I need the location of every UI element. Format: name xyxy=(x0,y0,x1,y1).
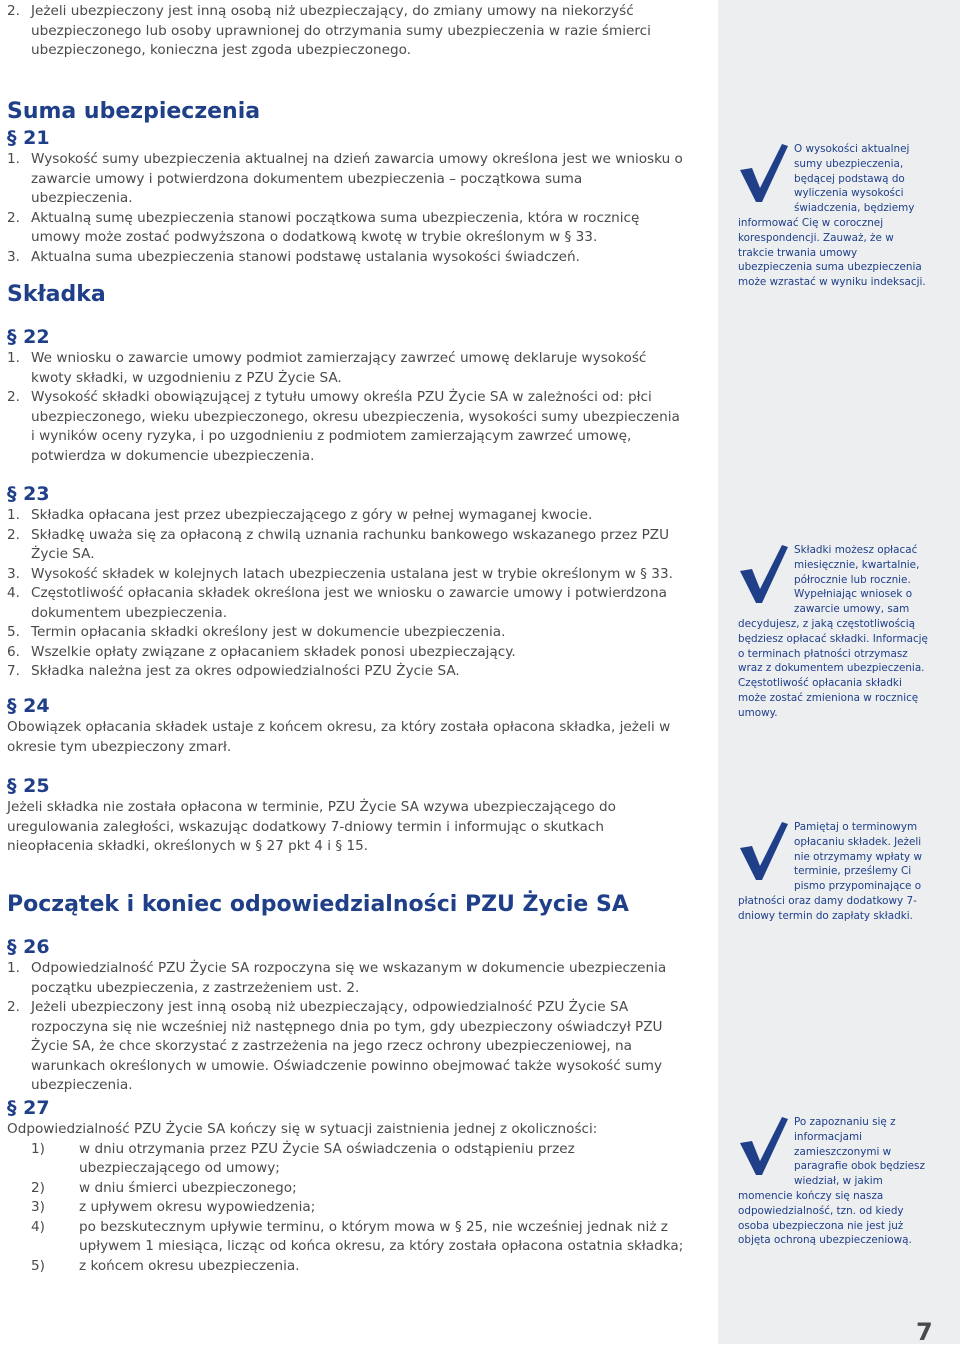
paragraph-marker: § 22 xyxy=(7,326,50,348)
list-item: 2. Jeżeli ubezpieczony jest inną osobą niż ubezpieczający, odpowiedzialność PZU Życie SA rozpoczyna się nie wcześniej niż następnego dnia po tym, gdy ubezpieczony oświadczył PZU Życie SA, że chce skorzystać z zastrzeżenia na jego rzecz ochrony ubezpieczeniowej, na warunkach określonych w umowie. Oświadczenie powinno obejmować także wysokość sumy ubezpieczenia. xyxy=(7,999,663,1093)
section-skladka xyxy=(7,281,687,466)
list-item: 7. Składka należna jest za okres odpowiedzialności PZU Życie SA. xyxy=(7,663,460,679)
list-item: 1. Składka opłacana jest przez ubezpieczającego z góry w pełnej wymaganej kwocie. xyxy=(7,507,593,523)
sidebar-note: O wysokości aktualnej sumy ubezpieczenia, będącej podstawą do wyliczenia wysokości świadczenia, będziemy informować Cię w corocznej korespondencji. Zauważ, że w trakcie trwania umowy ubezpieczenia suma ubezpieczenia może wzrastać w wyniku indeksacji. xyxy=(738,143,926,289)
list-item: 6. Wszelkie opłaty związane z opłacaniem składek ponosi ubezpieczający. xyxy=(7,643,516,660)
list-item: 2. Składkę uważa się za opłaconą z chwilą uznania rachunku bankowego wskazanego przez PZU Życie SA. xyxy=(7,526,670,562)
list-item: 1. Odpowiedzialność PZU Życie SA rozpoczyna się we wskazanym w dokumencie ubezpieczenia początku ubezpieczenia, z zastrzeżeniem ust. 2. xyxy=(7,960,667,996)
section-title: Suma ubezpieczenia xyxy=(7,99,261,124)
list-item: 1. We wniosku o zawarcie umowy podmiot zamierzający zawrzeć umowę deklaruje wysokość kwoty składki, w uzgodnieniu z PZU Życie SA. xyxy=(7,350,647,386)
page-number: 7 xyxy=(916,1318,933,1346)
intro-block xyxy=(7,2,687,61)
list-item: 4) po bezskutecznym upływie terminu, o którym mowa w § 25, nie wcześniej jednak niż z upływem 1 miesiąca, licząc od końca okresu, za który została opłacona ostatnia składka; xyxy=(31,1218,684,1254)
paragraph-text: Jeżeli składka nie została opłacona w terminie, PZU Życie SA wzywa ubezpieczającego do uregulowania zaległości, wskazując dodatkowy 7-dniowy termin i informując o skutkach nieopłacenia składki, określonych w § 27 pkt 4 i § 15. xyxy=(7,799,616,854)
list-item: 5. Termin opłacania składki określony jest w dokumencie ubezpieczenia. xyxy=(7,624,506,640)
list-item: 3) z upływem okresu wypowiedzenia; xyxy=(31,1199,316,1215)
paragraph-text: Obowiązek opłacania składek ustaje z końcem okresu, za który została opłacona składka, jeżeli w okresie tym ubezpieczony zmarł. xyxy=(7,719,671,755)
section-suma xyxy=(7,98,687,267)
list-item: 4. Częstotliwość opłacania składek określona jest we wniosku o zawarcie umowy i potwierdzona dokumentem ubezpieczenia. xyxy=(7,585,667,621)
sidebar-note: Składki możesz opłacać miesięcznie, kwartalnie, półrocznie lub rocznie. Wypełniając wniosek o zawarcie umowy, sam decydujesz, z jaką częstotliwością będziesz opłacać składki. Informację o terminach płatności otrzymasz wraz z dokumentem ubezpieczenia. Częstotliwość opłacania składki może zostać zmieniona w rocznicę umowy. xyxy=(738,544,928,719)
checkmark-icon xyxy=(738,543,790,605)
paragraph-marker: § 21 xyxy=(7,127,50,149)
paragraph-marker: § 25 xyxy=(7,775,50,797)
paragraph-marker: § 26 xyxy=(7,936,50,958)
sidebar-note: Pamiętaj o terminowym opłacaniu składek. Jeżeli nie otrzymamy wpłaty w terminie, prześlemy Ci pismo przypominające o płatności oraz damy dodatkowy 7-dniowy termin do zapłaty składki. xyxy=(738,821,922,922)
list-item: 2. Jeżeli ubezpieczony jest inną osobą niż ubezpieczający, do zmiany umowy na niekorzyść ubezpieczonego lub osoby uprawnionej do otrzymania sumy ubezpieczenia w razie śmierci ubezpieczonego, konieczna jest zgoda ubezpieczonego. xyxy=(7,3,651,58)
checkmark-icon xyxy=(738,142,790,204)
list-item: 5) z końcem okresu ubezpieczenia. xyxy=(31,1257,300,1274)
paragraph-23 xyxy=(7,482,687,682)
list-item: 2. Wysokość składki obowiązującej z tytułu umowy określa PZU Życie SA w zależności od: płci ubezpieczonego, wieku ubezpieczonego, okresu ubezpieczenia, wysokości sumy ubezpieczenia i wyników oceny ryzyka, i po uzgodnieniu z podmiotem zamierzającym zawrzeć umowę, potwierdza w dokumencie ubezpieczenia. xyxy=(7,389,680,464)
list-item: 1) w dniu otrzymania przez PZU Życie SA oświadczenia o odstąpieniu przez ubezpieczającego od umowy; xyxy=(31,1140,575,1176)
sidebar-note: Po zapoznaniu się z informacjami zamieszczonymi w paragrafie obok będziesz wiedział, w jakim momencie kończy się nasza odpowiedzialność, tzn. od kiedy osoba ubezpieczona nie jest już objęta ochroną ubezpieczeniową. xyxy=(738,1116,925,1247)
paragraph-marker: § 24 xyxy=(7,695,50,717)
section-title: Składka xyxy=(7,282,106,307)
checkmark-icon xyxy=(738,1115,790,1177)
paragraph-text: Odpowiedzialność PZU Życie SA kończy się w sytuacji zaistnienia jednej z okoliczności: xyxy=(7,1121,598,1137)
paragraph-25 xyxy=(7,774,687,857)
list-item: 1. Wysokość sumy ubezpieczenia aktualnej na dzień zawarcia umowy określona jest we wniosku o zawarcie umowy i potwierdzona dokumentem ubezpieczenia – początkowa suma ubezpieczenia. xyxy=(7,151,683,206)
paragraph-27 xyxy=(7,1096,687,1276)
section-title: Początek i koniec odpowiedzialności PZU Życie SA xyxy=(7,892,629,917)
checkmark-icon xyxy=(738,820,790,882)
list-item: 3. Aktualna suma ubezpieczenia stanowi podstawę ustalania wysokości świadczeń. xyxy=(7,248,580,265)
paragraph-marker: § 23 xyxy=(7,483,50,505)
list-item: 2. Aktualną sumę ubezpieczenia stanowi początkowa suma ubezpieczenia, która w rocznicę umowy może zostać podwyższona o dodatkową kwotę w trybie określonym w § 33. xyxy=(7,209,640,245)
paragraph-marker: § 27 xyxy=(7,1097,50,1119)
list-item: 3. Wysokość składek w kolejnych latach ubezpieczenia ustalana jest w trybie określonym w § 33. xyxy=(7,565,673,582)
list-item: 2) w dniu śmierci ubezpieczonego; xyxy=(31,1179,297,1196)
paragraph-24 xyxy=(7,694,687,757)
section-poczatek xyxy=(7,891,687,1096)
